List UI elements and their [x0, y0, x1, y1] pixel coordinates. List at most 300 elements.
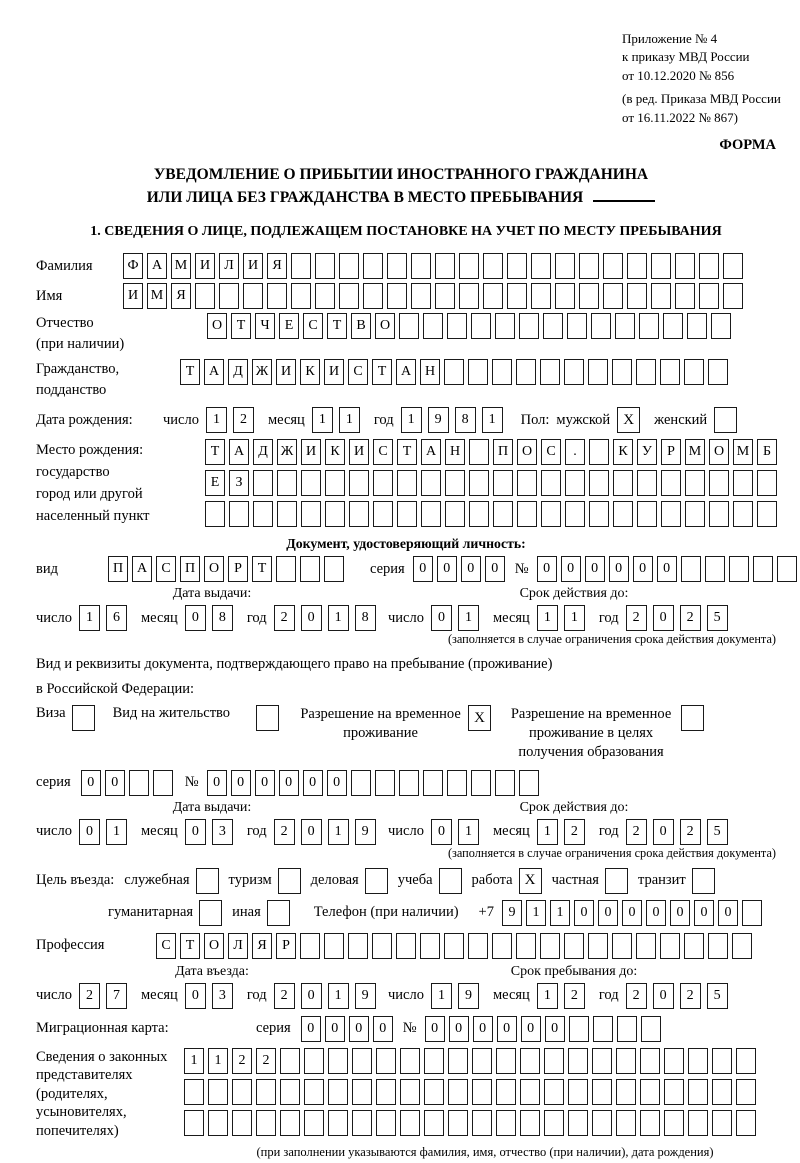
char-cell[interactable]: А [396, 359, 416, 385]
char-cell[interactable] [640, 1079, 660, 1105]
char-cell[interactable]: 0 [431, 819, 452, 845]
purpose-option-checkbox[interactable] [196, 868, 219, 894]
char-cell[interactable]: 0 [653, 605, 674, 631]
char-cell[interactable] [277, 501, 297, 527]
char-cell[interactable] [733, 470, 753, 496]
char-cell[interactable]: 2 [564, 819, 585, 845]
char-cell[interactable]: 0 [598, 900, 618, 926]
char-cell[interactable] [376, 1110, 396, 1136]
char-cell[interactable]: 2 [680, 983, 701, 1009]
char-cell[interactable]: С [541, 439, 561, 465]
char-cell[interactable] [593, 1016, 613, 1042]
char-cell[interactable] [375, 770, 395, 796]
char-cell[interactable] [351, 770, 371, 796]
char-cell[interactable] [424, 1079, 444, 1105]
char-cell[interactable] [325, 470, 345, 496]
char-cell[interactable] [517, 501, 537, 527]
char-cell[interactable]: М [685, 439, 705, 465]
char-cell[interactable]: 1 [537, 819, 558, 845]
char-cell[interactable] [544, 1110, 564, 1136]
sex-female-checkbox[interactable] [714, 407, 737, 433]
char-cell[interactable] [339, 283, 359, 309]
char-cell[interactable] [397, 470, 417, 496]
char-cell[interactable]: 0 [81, 770, 101, 796]
char-cell[interactable]: К [613, 439, 633, 465]
char-cell[interactable]: 0 [437, 556, 457, 582]
char-cell[interactable]: С [156, 556, 176, 582]
char-cell[interactable] [640, 1048, 660, 1074]
char-cell[interactable] [280, 1048, 300, 1074]
char-cell[interactable] [208, 1079, 228, 1105]
char-cell[interactable] [541, 501, 561, 527]
char-cell[interactable] [565, 470, 585, 496]
char-cell[interactable] [435, 253, 455, 279]
char-cell[interactable] [568, 1048, 588, 1074]
char-cell[interactable] [627, 283, 647, 309]
edu-permit-checkbox[interactable] [681, 705, 704, 731]
char-cell[interactable] [387, 283, 407, 309]
char-cell[interactable] [688, 1048, 708, 1074]
char-cell[interactable]: 2 [256, 1048, 276, 1074]
char-cell[interactable]: 1 [339, 407, 360, 433]
char-cell[interactable]: И [123, 283, 143, 309]
char-cell[interactable]: Д [228, 359, 248, 385]
char-cell[interactable] [729, 556, 749, 582]
char-cell[interactable]: Т [180, 359, 200, 385]
char-cell[interactable] [348, 933, 368, 959]
char-cell[interactable]: У [637, 439, 657, 465]
char-cell[interactable]: 1 [482, 407, 503, 433]
char-cell[interactable]: 0 [473, 1016, 493, 1042]
char-cell[interactable] [411, 283, 431, 309]
char-cell[interactable] [424, 1048, 444, 1074]
char-cell[interactable]: А [421, 439, 441, 465]
char-cell[interactable]: 0 [185, 605, 206, 631]
char-cell[interactable]: Н [420, 359, 440, 385]
char-cell[interactable] [579, 283, 599, 309]
char-cell[interactable]: П [108, 556, 128, 582]
char-cell[interactable]: З [229, 470, 249, 496]
char-cell[interactable] [709, 501, 729, 527]
char-cell[interactable]: . [565, 439, 585, 465]
char-cell[interactable] [567, 313, 587, 339]
residence-permit-checkbox[interactable] [256, 705, 279, 731]
char-cell[interactable] [129, 770, 149, 796]
char-cell[interactable] [616, 1079, 636, 1105]
char-cell[interactable] [396, 933, 416, 959]
char-cell[interactable] [663, 313, 683, 339]
char-cell[interactable]: 0 [185, 819, 206, 845]
char-cell[interactable] [664, 1048, 684, 1074]
char-cell[interactable] [516, 933, 536, 959]
char-cell[interactable]: 0 [449, 1016, 469, 1042]
char-cell[interactable]: 2 [626, 605, 647, 631]
char-cell[interactable]: 0 [694, 900, 714, 926]
char-cell[interactable] [675, 253, 695, 279]
char-cell[interactable] [627, 253, 647, 279]
char-cell[interactable] [688, 1110, 708, 1136]
char-cell[interactable]: 0 [561, 556, 581, 582]
char-cell[interactable]: 0 [79, 819, 100, 845]
char-cell[interactable] [591, 313, 611, 339]
char-cell[interactable] [492, 933, 512, 959]
char-cell[interactable] [208, 1110, 228, 1136]
char-cell[interactable]: Ф [123, 253, 143, 279]
char-cell[interactable] [589, 439, 609, 465]
char-cell[interactable] [753, 556, 773, 582]
char-cell[interactable] [352, 1110, 372, 1136]
char-cell[interactable]: 0 [425, 1016, 445, 1042]
char-cell[interactable]: Т [327, 313, 347, 339]
char-cell[interactable] [588, 933, 608, 959]
char-cell[interactable]: 0 [485, 556, 505, 582]
char-cell[interactable] [325, 501, 345, 527]
char-cell[interactable] [540, 359, 560, 385]
char-cell[interactable]: 9 [428, 407, 449, 433]
char-cell[interactable] [541, 470, 561, 496]
char-cell[interactable] [540, 933, 560, 959]
char-cell[interactable] [637, 470, 657, 496]
char-cell[interactable] [471, 770, 491, 796]
char-cell[interactable]: 0 [349, 1016, 369, 1042]
char-cell[interactable] [328, 1110, 348, 1136]
char-cell[interactable] [612, 359, 632, 385]
char-cell[interactable]: 0 [609, 556, 629, 582]
char-cell[interactable] [520, 1110, 540, 1136]
char-cell[interactable] [387, 253, 407, 279]
char-cell[interactable] [615, 313, 635, 339]
char-cell[interactable] [493, 501, 513, 527]
char-cell[interactable]: 7 [106, 983, 127, 1009]
char-cell[interactable] [520, 1048, 540, 1074]
char-cell[interactable]: 0 [653, 983, 674, 1009]
char-cell[interactable] [736, 1048, 756, 1074]
char-cell[interactable] [267, 283, 287, 309]
char-cell[interactable] [565, 501, 585, 527]
char-cell[interactable] [469, 501, 489, 527]
char-cell[interactable]: 8 [212, 605, 233, 631]
char-cell[interactable]: Л [219, 253, 239, 279]
char-cell[interactable] [636, 933, 656, 959]
char-cell[interactable]: 1 [328, 605, 349, 631]
char-cell[interactable]: 0 [413, 556, 433, 582]
char-cell[interactable]: Я [171, 283, 191, 309]
char-cell[interactable]: М [733, 439, 753, 465]
char-cell[interactable]: 0 [497, 1016, 517, 1042]
char-cell[interactable]: 0 [325, 1016, 345, 1042]
char-cell[interactable] [531, 283, 551, 309]
char-cell[interactable]: 1 [106, 819, 127, 845]
char-cell[interactable]: 2 [274, 983, 295, 1009]
char-cell[interactable]: 0 [653, 819, 674, 845]
char-cell[interactable]: И [324, 359, 344, 385]
char-cell[interactable] [661, 470, 681, 496]
char-cell[interactable]: И [243, 253, 263, 279]
char-cell[interactable]: С [303, 313, 323, 339]
char-cell[interactable]: 1 [526, 900, 546, 926]
char-cell[interactable] [732, 933, 752, 959]
char-cell[interactable] [315, 253, 335, 279]
char-cell[interactable] [589, 470, 609, 496]
visa-checkbox[interactable] [72, 705, 95, 731]
char-cell[interactable] [253, 501, 273, 527]
char-cell[interactable] [531, 253, 551, 279]
char-cell[interactable]: А [132, 556, 152, 582]
char-cell[interactable] [660, 933, 680, 959]
char-cell[interactable] [448, 1079, 468, 1105]
char-cell[interactable] [459, 283, 479, 309]
char-cell[interactable]: Р [228, 556, 248, 582]
char-cell[interactable]: Т [372, 359, 392, 385]
char-cell[interactable]: 1 [208, 1048, 228, 1074]
char-cell[interactable]: 0 [301, 605, 322, 631]
char-cell[interactable] [496, 1079, 516, 1105]
char-cell[interactable]: 8 [455, 407, 476, 433]
char-cell[interactable] [684, 359, 704, 385]
char-cell[interactable] [483, 253, 503, 279]
char-cell[interactable] [256, 1079, 276, 1105]
char-cell[interactable] [304, 1110, 324, 1136]
char-cell[interactable] [468, 359, 488, 385]
char-cell[interactable] [411, 253, 431, 279]
char-cell[interactable] [640, 1110, 660, 1136]
char-cell[interactable] [448, 1110, 468, 1136]
char-cell[interactable]: Ч [255, 313, 275, 339]
char-cell[interactable] [276, 556, 296, 582]
char-cell[interactable] [352, 1079, 372, 1105]
char-cell[interactable]: А [204, 359, 224, 385]
char-cell[interactable] [459, 253, 479, 279]
char-cell[interactable] [613, 470, 633, 496]
char-cell[interactable] [447, 313, 467, 339]
char-cell[interactable]: 2 [680, 819, 701, 845]
char-cell[interactable] [675, 283, 695, 309]
char-cell[interactable]: В [351, 313, 371, 339]
char-cell[interactable]: 0 [545, 1016, 565, 1042]
char-cell[interactable]: 0 [657, 556, 677, 582]
char-cell[interactable]: 0 [301, 983, 322, 1009]
char-cell[interactable] [468, 933, 488, 959]
char-cell[interactable]: О [375, 313, 395, 339]
char-cell[interactable] [637, 501, 657, 527]
char-cell[interactable] [579, 253, 599, 279]
purpose-option-checkbox[interactable] [439, 868, 462, 894]
char-cell[interactable] [373, 470, 393, 496]
char-cell[interactable]: 9 [355, 983, 376, 1009]
char-cell[interactable] [423, 770, 443, 796]
char-cell[interactable]: А [147, 253, 167, 279]
purpose-option-checkbox[interactable] [278, 868, 301, 894]
char-cell[interactable] [349, 470, 369, 496]
char-cell[interactable]: Т [205, 439, 225, 465]
char-cell[interactable]: 1 [537, 983, 558, 1009]
char-cell[interactable]: А [229, 439, 249, 465]
char-cell[interactable] [373, 501, 393, 527]
char-cell[interactable]: П [180, 556, 200, 582]
char-cell[interactable]: 0 [231, 770, 251, 796]
char-cell[interactable] [517, 470, 537, 496]
char-cell[interactable] [712, 1048, 732, 1074]
char-cell[interactable]: О [709, 439, 729, 465]
purpose-option-checkbox[interactable] [605, 868, 628, 894]
char-cell[interactable]: С [373, 439, 393, 465]
char-cell[interactable] [205, 501, 225, 527]
char-cell[interactable]: 0 [207, 770, 227, 796]
char-cell[interactable] [495, 770, 515, 796]
char-cell[interactable]: Д [253, 439, 273, 465]
char-cell[interactable] [471, 313, 491, 339]
char-cell[interactable]: 1 [550, 900, 570, 926]
char-cell[interactable]: 9 [502, 900, 522, 926]
char-cell[interactable]: Т [397, 439, 417, 465]
temp-permit-checkbox[interactable]: X [468, 705, 491, 731]
char-cell[interactable] [400, 1079, 420, 1105]
char-cell[interactable]: 0 [646, 900, 666, 926]
char-cell[interactable] [736, 1079, 756, 1105]
char-cell[interactable] [315, 283, 335, 309]
char-cell[interactable]: Ж [277, 439, 297, 465]
purpose-option-checkbox[interactable] [365, 868, 388, 894]
char-cell[interactable] [544, 1079, 564, 1105]
char-cell[interactable] [661, 501, 681, 527]
char-cell[interactable]: 0 [303, 770, 323, 796]
char-cell[interactable]: Р [661, 439, 681, 465]
char-cell[interactable]: 1 [328, 819, 349, 845]
char-cell[interactable] [699, 253, 719, 279]
char-cell[interactable]: И [195, 253, 215, 279]
char-cell[interactable] [603, 253, 623, 279]
char-cell[interactable] [301, 470, 321, 496]
char-cell[interactable] [589, 501, 609, 527]
char-cell[interactable] [363, 283, 383, 309]
char-cell[interactable] [592, 1110, 612, 1136]
char-cell[interactable]: 1 [458, 605, 479, 631]
char-cell[interactable] [444, 933, 464, 959]
char-cell[interactable] [588, 359, 608, 385]
char-cell[interactable]: 1 [328, 983, 349, 1009]
char-cell[interactable] [399, 770, 419, 796]
char-cell[interactable] [291, 253, 311, 279]
char-cell[interactable] [300, 556, 320, 582]
char-cell[interactable] [519, 770, 539, 796]
char-cell[interactable]: 5 [707, 605, 728, 631]
char-cell[interactable] [613, 501, 633, 527]
char-cell[interactable]: 2 [79, 983, 100, 1009]
char-cell[interactable]: Б [757, 439, 777, 465]
char-cell[interactable] [636, 359, 656, 385]
char-cell[interactable] [304, 1048, 324, 1074]
char-cell[interactable]: 0 [622, 900, 642, 926]
char-cell[interactable] [229, 501, 249, 527]
char-cell[interactable] [664, 1079, 684, 1105]
char-cell[interactable]: Е [205, 470, 225, 496]
char-cell[interactable] [516, 359, 536, 385]
char-cell[interactable] [472, 1110, 492, 1136]
char-cell[interactable] [153, 770, 173, 796]
char-cell[interactable]: Е [279, 313, 299, 339]
sex-male-checkbox[interactable]: X [617, 407, 640, 433]
char-cell[interactable] [195, 283, 215, 309]
char-cell[interactable]: 0 [670, 900, 690, 926]
char-cell[interactable]: 0 [301, 1016, 321, 1042]
char-cell[interactable] [664, 1110, 684, 1136]
char-cell[interactable] [448, 1048, 468, 1074]
purpose-option-checkbox[interactable] [267, 900, 290, 926]
char-cell[interactable] [733, 501, 753, 527]
char-cell[interactable] [709, 470, 729, 496]
char-cell[interactable]: М [147, 283, 167, 309]
char-cell[interactable] [723, 253, 743, 279]
char-cell[interactable]: М [171, 253, 191, 279]
char-cell[interactable]: 1 [537, 605, 558, 631]
char-cell[interactable] [592, 1079, 612, 1105]
char-cell[interactable]: И [349, 439, 369, 465]
char-cell[interactable]: 1 [184, 1048, 204, 1074]
char-cell[interactable] [564, 359, 584, 385]
char-cell[interactable] [399, 313, 419, 339]
char-cell[interactable] [339, 253, 359, 279]
char-cell[interactable]: 0 [461, 556, 481, 582]
char-cell[interactable] [777, 556, 797, 582]
char-cell[interactable] [472, 1079, 492, 1105]
char-cell[interactable] [184, 1110, 204, 1136]
char-cell[interactable] [447, 770, 467, 796]
char-cell[interactable]: 5 [707, 819, 728, 845]
char-cell[interactable]: Я [267, 253, 287, 279]
char-cell[interactable] [736, 1110, 756, 1136]
char-cell[interactable] [280, 1110, 300, 1136]
char-cell[interactable] [483, 283, 503, 309]
char-cell[interactable] [243, 283, 263, 309]
char-cell[interactable]: 0 [633, 556, 653, 582]
char-cell[interactable]: О [207, 313, 227, 339]
char-cell[interactable] [496, 1110, 516, 1136]
char-cell[interactable]: 5 [707, 983, 728, 1009]
char-cell[interactable] [616, 1048, 636, 1074]
char-cell[interactable]: 1 [401, 407, 422, 433]
char-cell[interactable]: И [301, 439, 321, 465]
char-cell[interactable]: 1 [431, 983, 452, 1009]
char-cell[interactable] [708, 359, 728, 385]
char-cell[interactable] [372, 933, 392, 959]
char-cell[interactable] [301, 501, 321, 527]
char-cell[interactable]: С [348, 359, 368, 385]
char-cell[interactable]: 2 [232, 1048, 252, 1074]
char-cell[interactable] [705, 556, 725, 582]
char-cell[interactable]: 0 [301, 819, 322, 845]
char-cell[interactable] [256, 1110, 276, 1136]
char-cell[interactable] [420, 933, 440, 959]
char-cell[interactable] [424, 1110, 444, 1136]
char-cell[interactable] [324, 556, 344, 582]
char-cell[interactable] [421, 501, 441, 527]
char-cell[interactable] [519, 313, 539, 339]
char-cell[interactable] [291, 283, 311, 309]
char-cell[interactable] [328, 1048, 348, 1074]
char-cell[interactable]: Р [276, 933, 296, 959]
char-cell[interactable] [445, 470, 465, 496]
char-cell[interactable] [757, 501, 777, 527]
char-cell[interactable] [304, 1079, 324, 1105]
char-cell[interactable]: И [276, 359, 296, 385]
char-cell[interactable]: 0 [105, 770, 125, 796]
char-cell[interactable] [328, 1079, 348, 1105]
char-cell[interactable]: 1 [206, 407, 227, 433]
char-cell[interactable] [219, 283, 239, 309]
char-cell[interactable]: Я [252, 933, 272, 959]
char-cell[interactable] [444, 359, 464, 385]
char-cell[interactable]: 0 [521, 1016, 541, 1042]
